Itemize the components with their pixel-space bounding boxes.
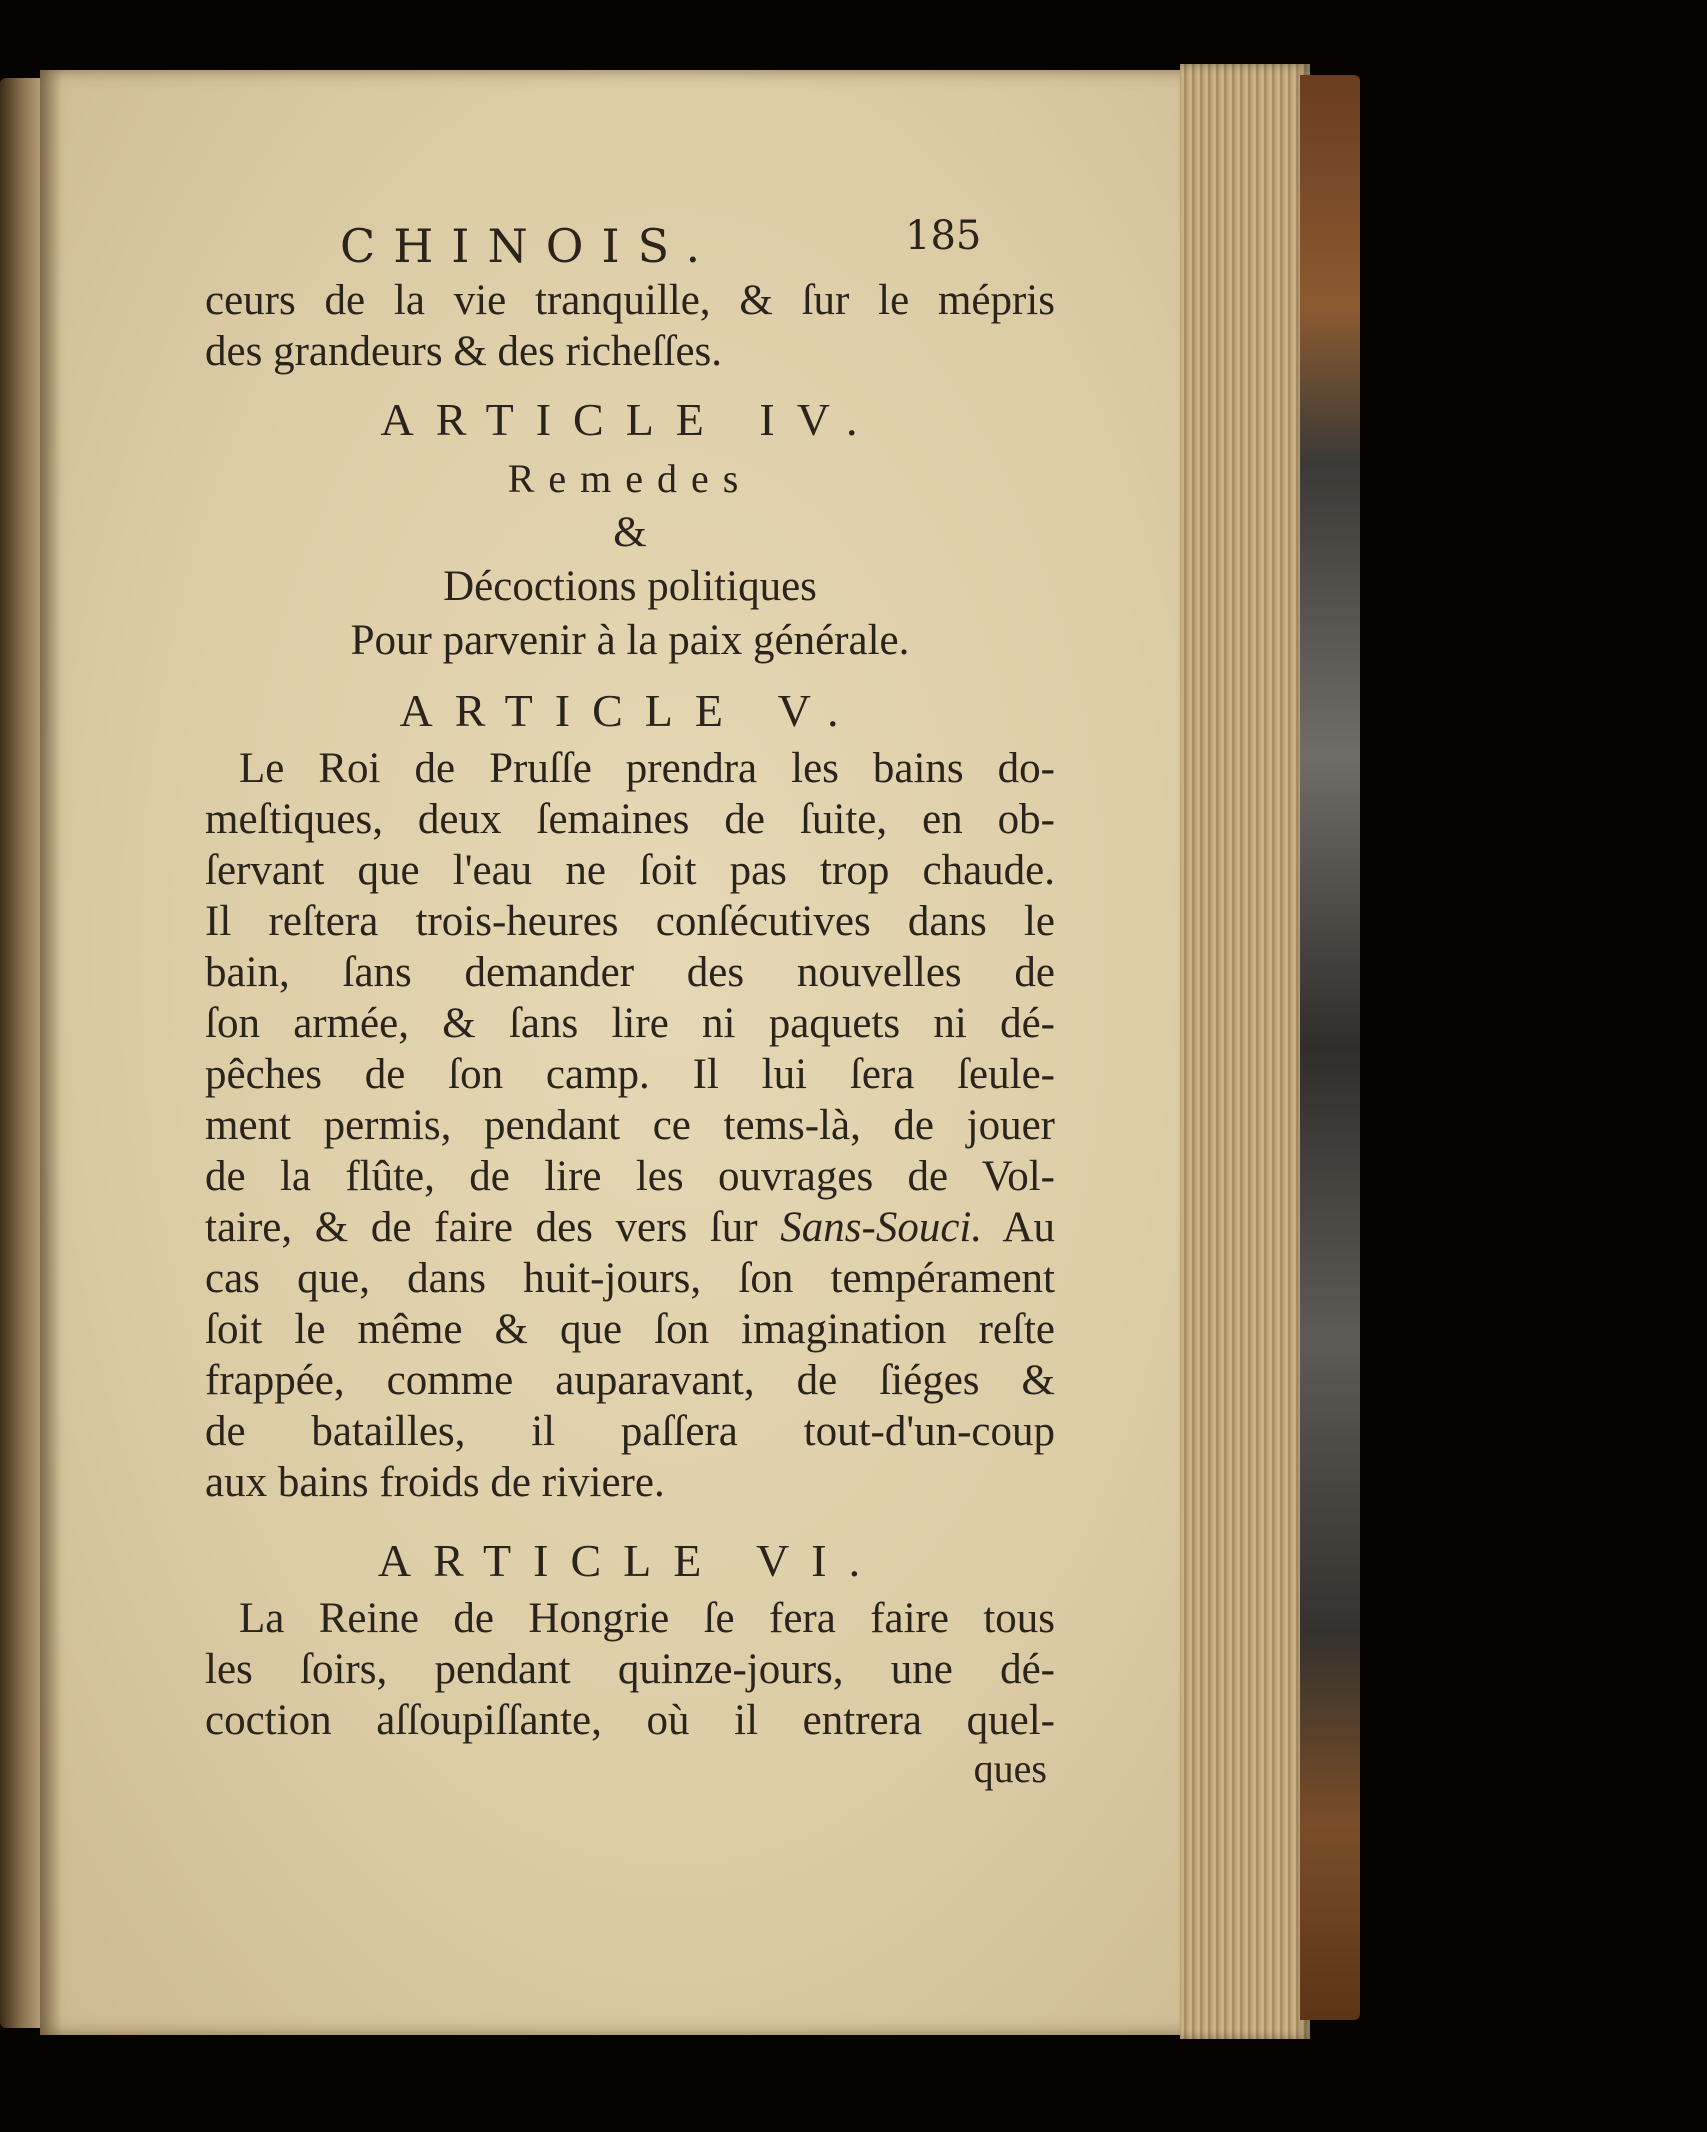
catchword: ques [973, 1746, 1047, 1791]
article-iv-subtitle: Remedes [507, 456, 753, 501]
text-line: ment permis, pendant ce tems-là, de jouer [205, 1102, 1055, 1149]
article-vi-paragraph [205, 1593, 1055, 1746]
continuation-paragraph [205, 275, 1055, 377]
article-v-title: ARTICLE V. [399, 685, 861, 736]
text-line: frappée, comme auparavant, de ſiéges & [205, 1357, 1055, 1404]
text-line: aux bains froids de riviere. [205, 1459, 665, 1506]
text-line: les ſoirs, pendant quinze-jours, une dé- [205, 1646, 1055, 1693]
text-line: Le Roi de Pruſſe prendra les bains do- [239, 745, 1055, 792]
text-line-with-italic [205, 1202, 1055, 1253]
running-head: CHINOIS. [340, 219, 719, 273]
article-iv-ampersand: & [613, 509, 647, 556]
book-binding [1300, 75, 1360, 2020]
text-segment: taire, & de faire des vers ſur [205, 1204, 781, 1251]
article-iv-title: ARTICLE IV. [380, 394, 880, 445]
page-number: 185 [905, 213, 982, 259]
page-gutter-shadow [40, 70, 62, 2035]
article-iv-subtitle-line: Pour parvenir à la paix générale. [350, 617, 910, 664]
text-line: La Reine de Hongrie ſe fera faire tous [239, 1595, 1055, 1642]
text-line: Il reſtera trois-heures conſécutives dans le [205, 898, 1055, 945]
italic-place-name: Sans-Souci. [780, 1204, 983, 1251]
text-line: des grandeurs & des richeſſes. [205, 328, 723, 375]
text-line: ſoit le même & que ſon imagination reſte [205, 1306, 1055, 1353]
text-line: de batailles, il paſſera tout-d'un-coup [205, 1408, 1055, 1455]
article-v-paragraph [205, 743, 1055, 1508]
page-block-edge [1180, 64, 1310, 2039]
text-line: bain, ſans demander des nouvelles de [205, 949, 1055, 996]
page-text [205, 205, 1055, 1792]
text-line: ſervant que l'eau ne ſoit pas trop chaude. [205, 847, 1055, 894]
article-vi-title: ARTICLE VI. [377, 1535, 883, 1586]
text-line: de la flûte, de lire les ouvrages de Vol- [205, 1153, 1055, 1200]
text-line: ſon armée, & ſans lire ni paquets ni dé- [205, 1000, 1055, 1047]
text-segment: Au [982, 1204, 1055, 1251]
text-line: pêches de ſon camp. Il lui ſera ſeule- [205, 1051, 1055, 1098]
page-header [205, 205, 1055, 275]
text-line: meſtiques, deux ſemaines de ſuite, en ob- [205, 796, 1055, 843]
text-line: ceurs de la vie tranquille, & ſur le mépris [205, 277, 1055, 324]
article-iv-subtitle-line: Décoctions politiques [443, 563, 817, 610]
text-line: cas que, dans huit-jours, ſon tempérament [205, 1255, 1055, 1302]
text-line: coction aſſoupiſſante, où il entrera quel- [205, 1697, 1055, 1744]
